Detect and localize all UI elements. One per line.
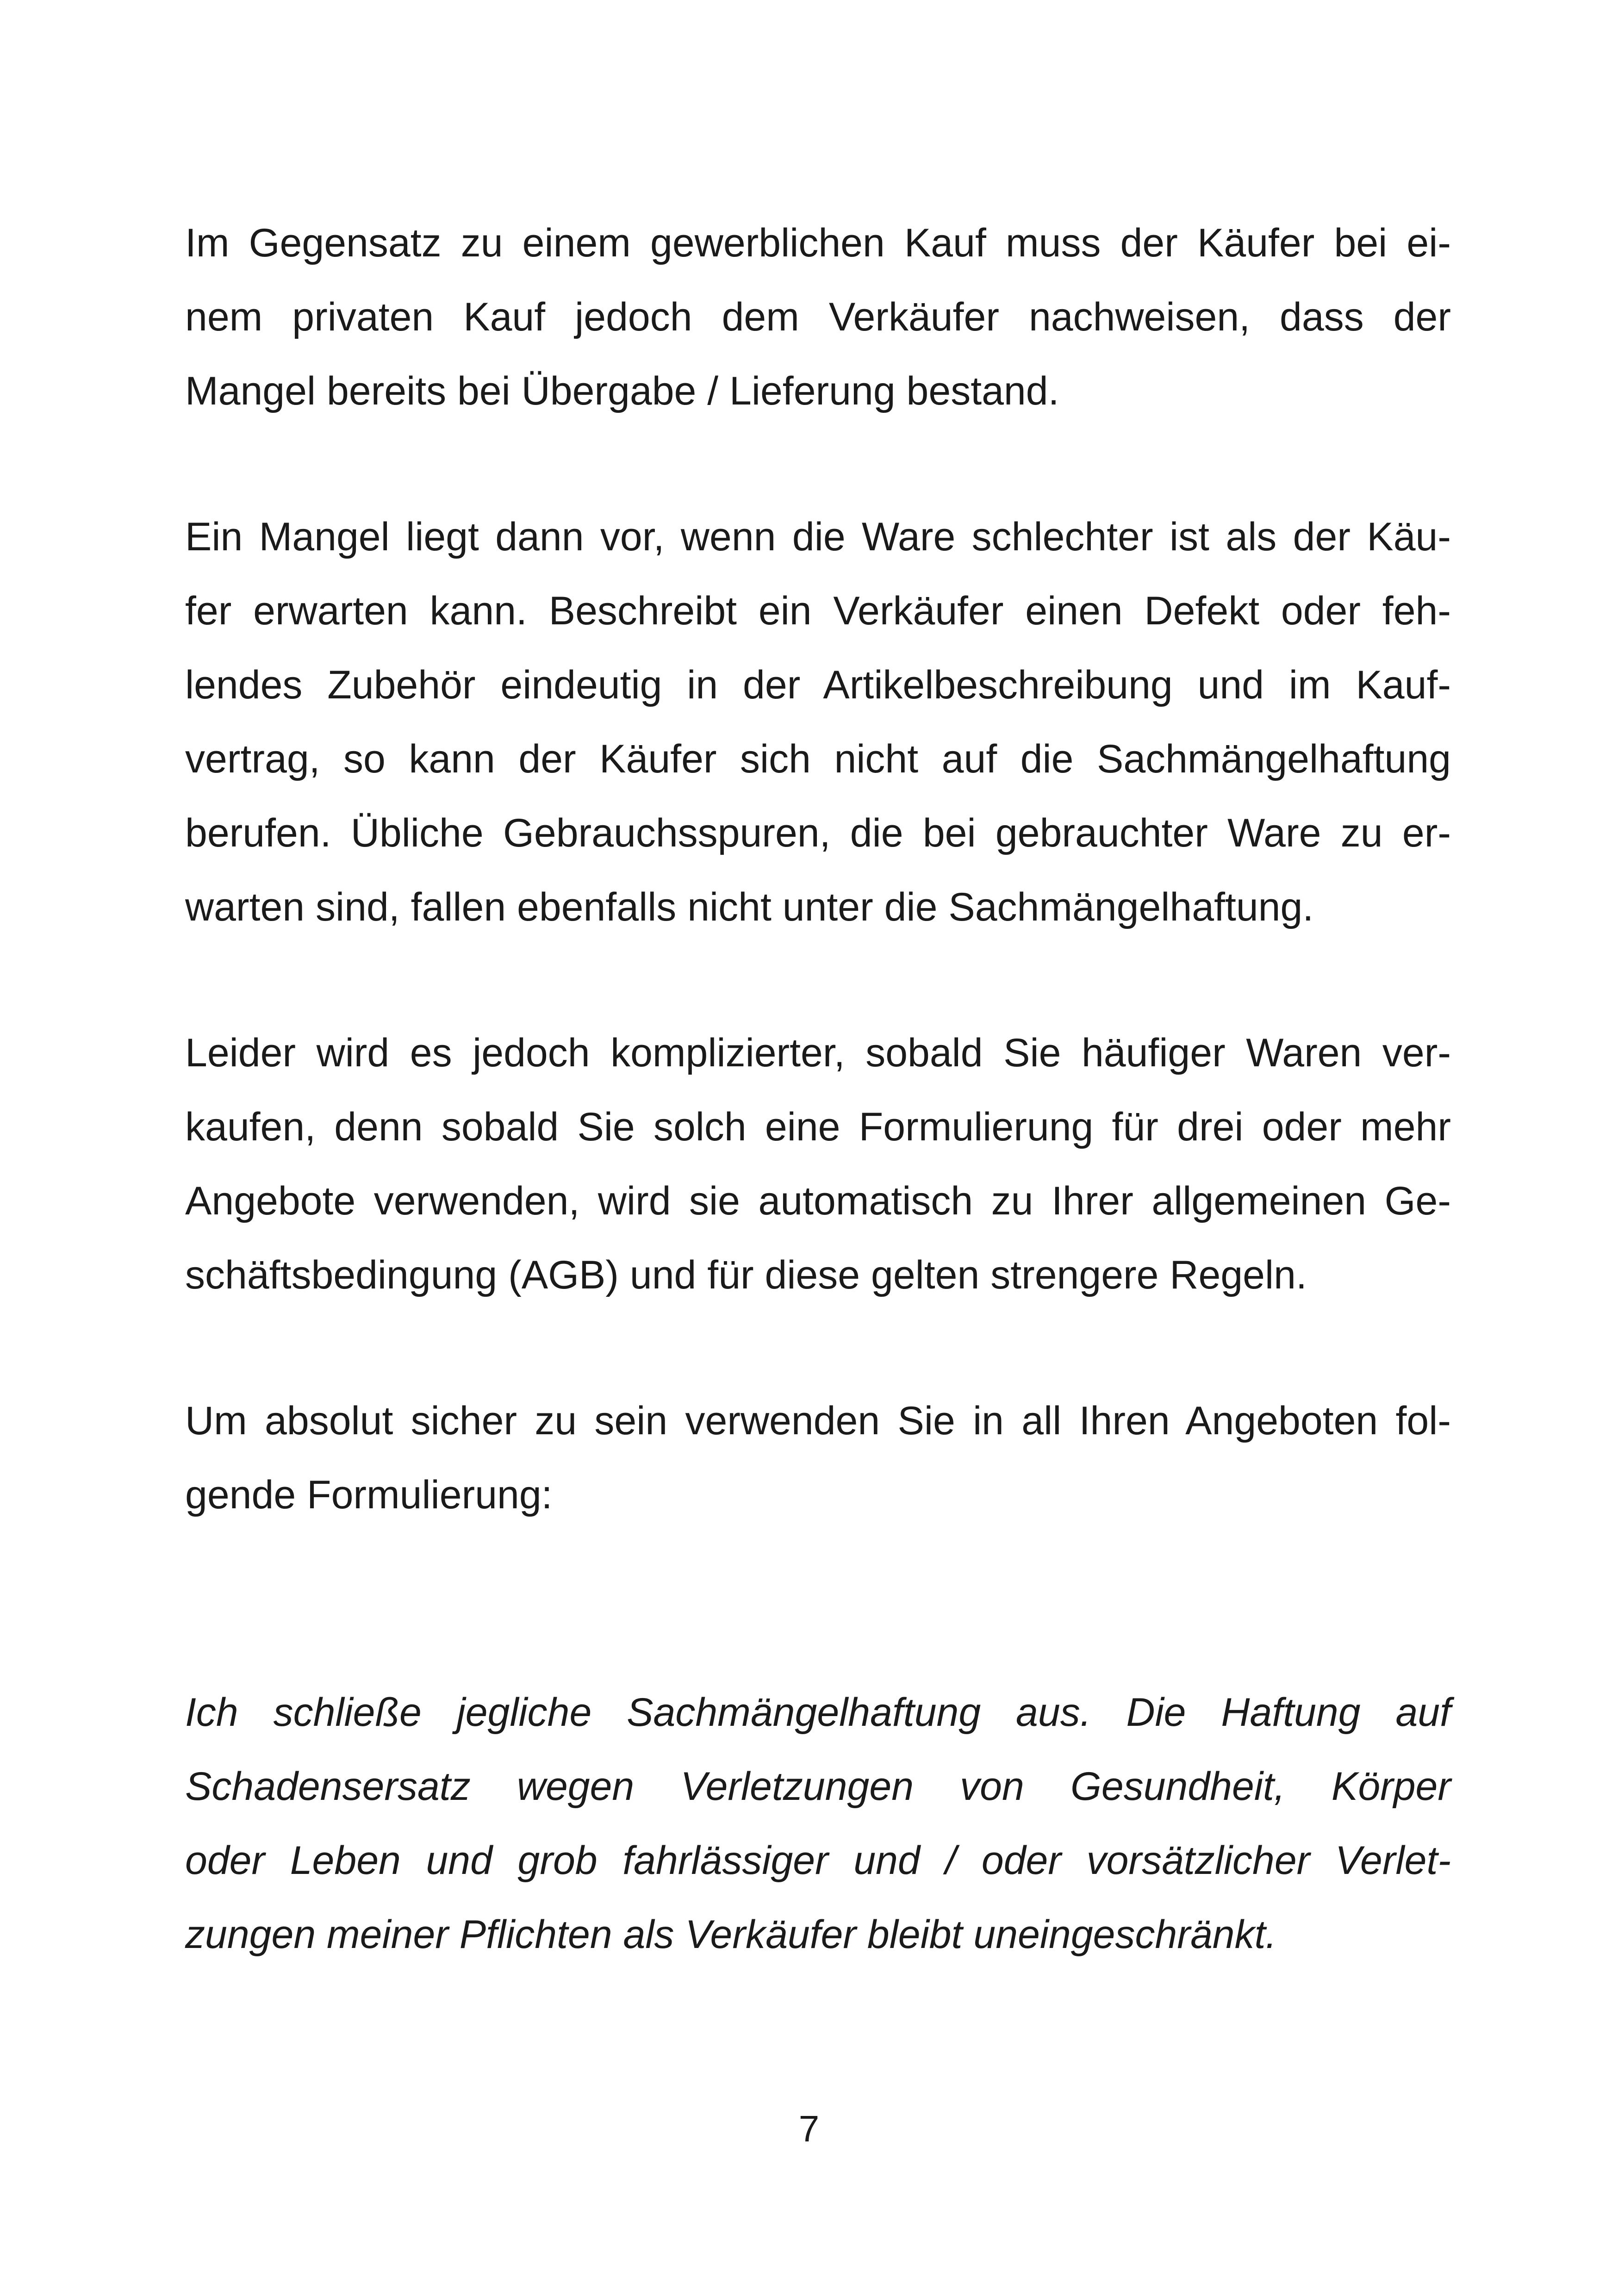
text-line: Um absolut sicher zu sein verwenden Sie in all Ihren Angeboten fol- bbox=[185, 1399, 1451, 1443]
text-line: warten sind, fallen ebenfalls nicht unter die Sachmängelhaftung. bbox=[185, 885, 1314, 929]
text-line: Leider wird es jedoch komplizierter, sobald Sie häufiger Waren ver- bbox=[185, 1031, 1451, 1075]
paragraph-proof-of-defect bbox=[185, 206, 1451, 428]
text-line: gende Formulierung: bbox=[185, 1473, 553, 1517]
text-line: schäftsbedingung (AGB) und für diese gelten strengere Regeln. bbox=[185, 1253, 1307, 1297]
text-line: berufen. Übliche Gebrauchsspuren, die bei gebrauchter Ware zu er- bbox=[185, 811, 1451, 855]
text-line: Schadensersatz wegen Verletzungen von Gesundheit, Körper bbox=[185, 1764, 1451, 1809]
text-line: lendes Zubehör eindeutig in der Artikelbeschreibung und im Kauf- bbox=[185, 663, 1451, 707]
text-line: fer erwarten kann. Beschreibt ein Verkäufer einen Defekt oder feh- bbox=[185, 589, 1451, 633]
text-line: oder Leben und grob fahrlässiger und / oder vorsätzlicher Verlet- bbox=[185, 1838, 1451, 1883]
text-line: Angebote verwenden, wird sie automatisch zu Ihrer allgemeinen Ge- bbox=[185, 1179, 1451, 1223]
text-line: nem privaten Kauf jedoch dem Verkäufer nachweisen, dass der bbox=[185, 295, 1451, 339]
page-number: 7 bbox=[798, 2108, 820, 2149]
paragraph-recommendation bbox=[185, 1384, 1451, 1532]
paragraph-agb-rules bbox=[185, 1016, 1451, 1312]
text-line: vertrag, so kann der Käufer sich nicht auf die Sachmängelhaftung bbox=[185, 737, 1451, 781]
paragraph-defect-definition bbox=[185, 500, 1451, 944]
text-line: Ich schließe jegliche Sachmängelhaftung aus. Die Haftung auf bbox=[185, 1690, 1451, 1735]
disclaimer-quote bbox=[185, 1675, 1451, 1972]
text-line: Ein Mangel liegt dann vor, wenn die Ware schlechter ist als der Käu- bbox=[185, 515, 1451, 559]
page-body bbox=[185, 206, 1451, 1972]
text-line: kaufen, denn sobald Sie solch eine Formulierung für drei oder mehr bbox=[185, 1105, 1451, 1149]
text-line: Im Gegensatz zu einem gewerblichen Kauf muss der Käufer bei ei- bbox=[185, 221, 1451, 265]
text-line: zungen meiner Pflichten als Verkäufer bleibt uneingeschränkt. bbox=[185, 1912, 1277, 1957]
text-line: Mangel bereits bei Übergabe / Lieferung bestand. bbox=[185, 369, 1059, 413]
